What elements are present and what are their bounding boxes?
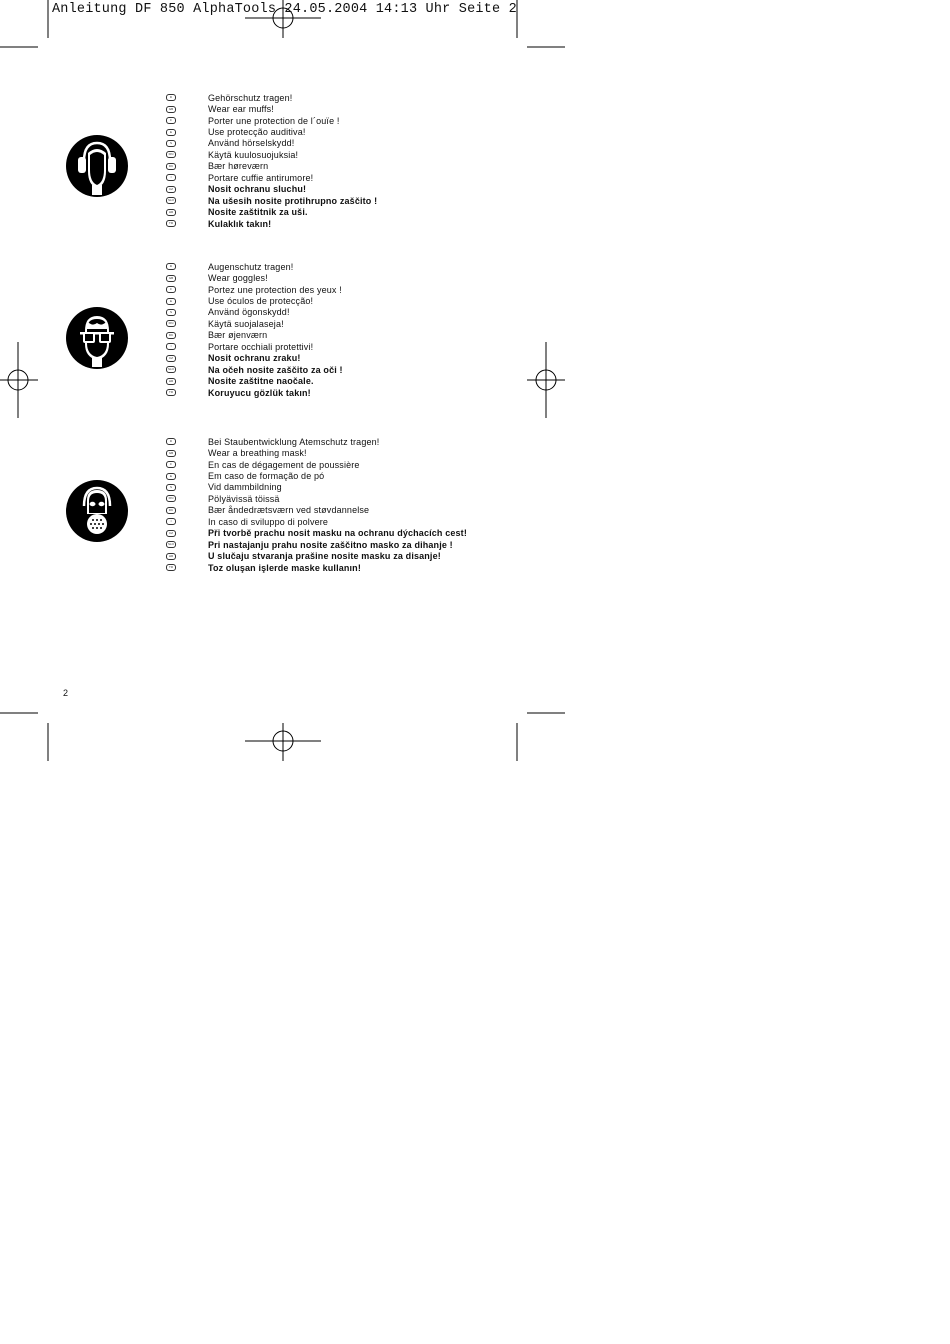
language-badge: E [166, 473, 176, 480]
list-item [166, 364, 343, 375]
list-item [166, 295, 343, 306]
list-item [166, 206, 377, 217]
list-item [166, 375, 343, 386]
language-badge: FIN [166, 320, 176, 327]
list-item [166, 505, 467, 516]
instruction-text: Wear goggles! [208, 273, 268, 284]
list-item [166, 126, 377, 137]
print-slug: Anleitung DF 850 AlphaTools 24.05.2004 14:13 Uhr Seite 2 [52, 2, 517, 17]
instruction-text: Bær øjenværn [208, 330, 268, 341]
instruction-text: Na očeh nosite zaščito za oči ! [208, 364, 343, 375]
instruction-text: Wear a breathing mask! [208, 448, 307, 459]
instruction-text: Při tvorbě prachu nosit masku na ochranu dýchacích cest! [208, 528, 467, 539]
language-badge: HR [166, 553, 176, 560]
instruction-text: Use protecção auditiva! [208, 127, 306, 138]
list-item [166, 284, 343, 295]
list-item [166, 272, 343, 283]
language-badge: TR [166, 564, 176, 571]
list-item [166, 550, 467, 561]
language-badge: DK [166, 163, 176, 170]
page-number: 2 [63, 688, 69, 698]
list-item [166, 195, 377, 206]
list-item [166, 330, 343, 341]
list-item [166, 353, 343, 364]
list-item [166, 92, 377, 103]
instruction-text: Gehörschutz tragen! [208, 92, 293, 103]
instruction-text: Porter une protection de l´ouïe ! [208, 115, 340, 126]
language-badge: SLO [167, 367, 174, 372]
instruction-text: Nosit ochranu sluchu! [208, 184, 307, 195]
language-badge: I [166, 518, 176, 525]
translation-list [166, 261, 343, 398]
language-badge: S [166, 140, 176, 147]
language-badge: SLO [167, 198, 174, 203]
language-badge: D [166, 438, 176, 445]
language-badge: SLO [167, 542, 174, 547]
list-item [166, 539, 467, 550]
instruction-text: Använd hörselskydd! [208, 138, 295, 149]
list-item [166, 341, 343, 352]
list-item [166, 387, 343, 398]
list-item [166, 482, 467, 493]
list-item [166, 516, 467, 527]
list-item [166, 318, 343, 329]
instruction-text: Portare occhiali protettivi! [208, 341, 314, 352]
list-item [166, 103, 377, 114]
instruction-text: Toz oluşan işlerde maske kullanın! [208, 562, 361, 573]
instruction-text: Käytä kuulosuojuksia! [208, 149, 299, 160]
language-badge: D [166, 263, 176, 270]
list-item [166, 172, 377, 183]
instruction-text: Bær høreværn [208, 161, 269, 172]
list-item [166, 218, 377, 229]
list-item [166, 436, 467, 447]
language-badge: DK [166, 332, 176, 339]
list-item [166, 149, 377, 160]
language-badge: I [166, 174, 176, 181]
language-badge: FIN [166, 495, 176, 502]
language-badge: CZ [166, 530, 176, 537]
language-badge: CZ [166, 355, 176, 362]
language-badge: GB [166, 106, 176, 113]
instruction-text: Nosite zaštitne naočale. [208, 376, 314, 387]
instruction-text: U slučaju stvaranja prašine nosite masku za disanje! [208, 551, 441, 562]
translation-list [166, 436, 467, 573]
list-item [166, 261, 343, 272]
breathing-mask-icon [66, 480, 128, 542]
language-badge: E [166, 298, 176, 305]
list-item [166, 161, 377, 172]
list-item [166, 115, 377, 126]
language-badge: I [166, 343, 176, 350]
list-item [166, 447, 467, 458]
list-item [166, 493, 467, 504]
instruction-text: Portez une protection des yeux ! [208, 284, 342, 295]
instruction-text: Use óculos de protecção! [208, 296, 314, 307]
language-badge: HR [166, 209, 176, 216]
language-badge: DK [166, 507, 176, 514]
list-item [166, 138, 377, 149]
list-item [166, 307, 343, 318]
instruction-text: Använd ögonskydd! [208, 307, 290, 318]
language-badge: TR [166, 220, 176, 227]
instruction-text: Vid dammbildning [208, 482, 282, 493]
instruction-text: En cas de dégagement de poussière [208, 459, 360, 470]
instruction-text: Portare cuffie antirumore! [208, 172, 314, 183]
instruction-text: Wear ear muffs! [208, 104, 274, 115]
language-badge: F [166, 117, 176, 124]
instruction-text: Pölyävissä töissä [208, 493, 280, 504]
eye-protection-icon [66, 307, 128, 369]
instruction-text: Bei Staubentwicklung Atemschutz tragen! [208, 436, 380, 447]
instruction-text: Na ušesih nosite protihrupno zaščito ! [208, 195, 378, 206]
instruction-text: Pri nastajanju prahu nosite zaščitno masko za dihanje ! [208, 539, 453, 550]
list-item [166, 470, 467, 481]
list-item [166, 528, 467, 539]
language-badge: GB [166, 275, 176, 282]
language-badge: F [166, 461, 176, 468]
instruction-text: Käytä suojalaseja! [208, 318, 284, 329]
language-badge: F [166, 286, 176, 293]
instruction-text: In caso di sviluppo di polvere [208, 516, 329, 527]
instruction-text: Koruyucu gözlük takın! [208, 387, 311, 398]
list-item [166, 184, 377, 195]
language-badge: D [166, 94, 176, 101]
instruction-text: Nosit ochranu zraku! [208, 353, 301, 364]
list-item [166, 562, 467, 573]
instruction-text: Augenschutz tragen! [208, 261, 294, 272]
language-badge: S [166, 484, 176, 491]
language-badge: CZ [166, 186, 176, 193]
instruction-text: Kulaklık takın! [208, 218, 272, 229]
instruction-text: Nosite zaštitnik za uši. [208, 207, 308, 218]
translation-list [166, 92, 377, 229]
language-badge: TR [166, 389, 176, 396]
language-badge: HR [166, 378, 176, 385]
instruction-text: Bær åndedrætsværn ved støvdannelse [208, 505, 370, 516]
list-item [166, 459, 467, 470]
language-badge: S [166, 309, 176, 316]
language-badge: E [166, 129, 176, 136]
ear-protection-icon [66, 135, 128, 197]
instruction-text: Em caso de formação de pó [208, 471, 325, 482]
language-badge: FIN [166, 151, 176, 158]
language-badge: GB [166, 450, 176, 457]
